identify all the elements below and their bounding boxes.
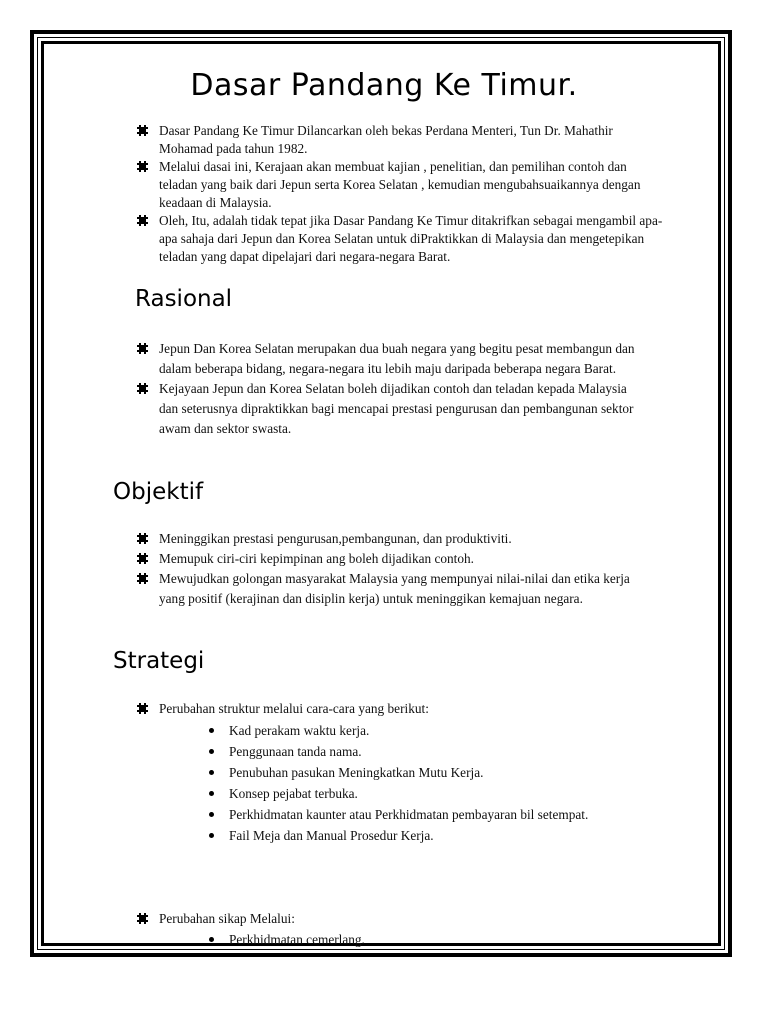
sub-item-text: Konsep pejabat terbuka.	[229, 786, 358, 801]
rasional-heading: Rasional	[135, 286, 233, 312]
list-item	[137, 529, 647, 549]
sub-item-text: Kad perakam waktu kerja.	[229, 723, 370, 738]
dot-bullet-icon	[209, 833, 214, 838]
strategi-item-1: Perubahan struktur melalui cara-cara yang berikut:	[159, 701, 429, 716]
sub-item-text: Penubuhan pasukan Meningkatkan Mutu Kerja.	[229, 765, 484, 780]
rasional-text-2: Kejayaan Jepun dan Korea Selatan boleh dijadikan contoh dan teladan kepada Malaysia dan seterusnya dipraktikkan bagi mencapai prestasi pengurusan dan pembangunan sektor awam dan sektor swasta.	[159, 381, 634, 436]
strategi-sublist-2	[159, 929, 657, 950]
dot-bullet-icon	[209, 937, 214, 942]
objektif-text-2: Memupuk ciri-ciri kepimpinan ang boleh dijadikan contoh.	[159, 551, 474, 566]
sub-list-item	[205, 804, 657, 825]
sub-list-item	[205, 741, 657, 762]
square-bullet-icon	[137, 161, 148, 172]
dot-bullet-icon	[209, 812, 214, 817]
dot-bullet-icon	[209, 791, 214, 796]
square-bullet-icon	[137, 573, 148, 584]
square-bullet-icon	[137, 913, 148, 924]
square-bullet-icon	[137, 553, 148, 564]
sub-item-text: Penggunaan tanda nama.	[229, 744, 362, 759]
list-item	[137, 122, 667, 158]
objektif-heading: Objektif	[113, 479, 204, 505]
sub-list-item	[205, 762, 657, 783]
sub-list-item	[205, 929, 657, 950]
strategi-sublist-1	[159, 720, 657, 846]
sub-list-item	[205, 720, 657, 741]
intro-text-1: Dasar Pandang Ke Timur Dilancarkan oleh bekas Perdana Menteri, Tun Dr. Mahathir Mohamad pada tahun 1982.	[159, 123, 613, 156]
strategi-list-1	[137, 699, 657, 846]
list-item	[137, 699, 657, 846]
objektif-list	[137, 529, 647, 609]
strategi-list-2	[137, 909, 657, 950]
sub-list-item	[205, 783, 657, 804]
objektif-text-1: Meninggikan prestasi pengurusan,pembangunan, dan produktiviti.	[159, 531, 512, 546]
square-bullet-icon	[137, 383, 148, 394]
dot-bullet-icon	[209, 728, 214, 733]
objektif-text-3: Mewujudkan golongan masyarakat Malaysia yang mempunyai nilai-nilai dan etika kerja yang positif (kerajinan dan disiplin kerja) untuk meninggikan kemajuan negara.	[159, 571, 630, 606]
list-item	[137, 569, 647, 609]
sub-item-text: Perkhidmatan cemerlang.	[229, 932, 365, 947]
intro-text-3: Oleh, Itu, adalah tidak tepat jika Dasar Pandang Ke Timur ditakrifkan sebagai mengambil apa-apa sahaja dari Jepun dan Korea Selatan untuk diPraktikkan di Malaysia dan mengetepikan teladan yang dapat dipelajari dari negara-negara Barat.	[159, 213, 663, 264]
square-bullet-icon	[137, 125, 148, 136]
strategi-heading: Strategi	[113, 648, 205, 674]
dot-bullet-icon	[209, 749, 214, 754]
dot-bullet-icon	[209, 770, 214, 775]
sub-item-text: Fail Meja dan Manual Prosedur Kerja.	[229, 828, 434, 843]
square-bullet-icon	[137, 215, 148, 226]
square-bullet-icon	[137, 533, 148, 544]
rasional-text-1: Jepun Dan Korea Selatan merupakan dua buah negara yang begitu pesat membangun dan dalam beberapa bidang, negara-negara itu lebih maju daripada beberapa negara Barat.	[159, 341, 635, 376]
page-title: Dasar Pandang Ke Timur.	[190, 68, 578, 103]
intro-list	[137, 122, 667, 266]
list-item	[137, 212, 667, 266]
rasional-list	[137, 339, 647, 439]
sub-list-item	[205, 825, 657, 846]
square-bullet-icon	[137, 343, 148, 354]
list-item	[137, 379, 647, 439]
square-bullet-icon	[137, 703, 148, 714]
list-item	[137, 339, 647, 379]
list-item	[137, 158, 667, 212]
list-item	[137, 909, 657, 950]
intro-text-2: Melalui dasai ini, Kerajaan akan membuat kajian , penelitian, dan pemilihan contoh dan teladan yang baik dari Jepun serta Korea Selatan , kemudian mengubahsuaikannya dengan keadaan di Malaysia.	[159, 159, 641, 210]
sub-item-text: Perkhidmatan kaunter atau Perkhidmatan pembayaran bil setempat.	[229, 807, 589, 822]
list-item	[137, 549, 647, 569]
strategi-item-2: Perubahan sikap Melalui:	[159, 911, 295, 926]
